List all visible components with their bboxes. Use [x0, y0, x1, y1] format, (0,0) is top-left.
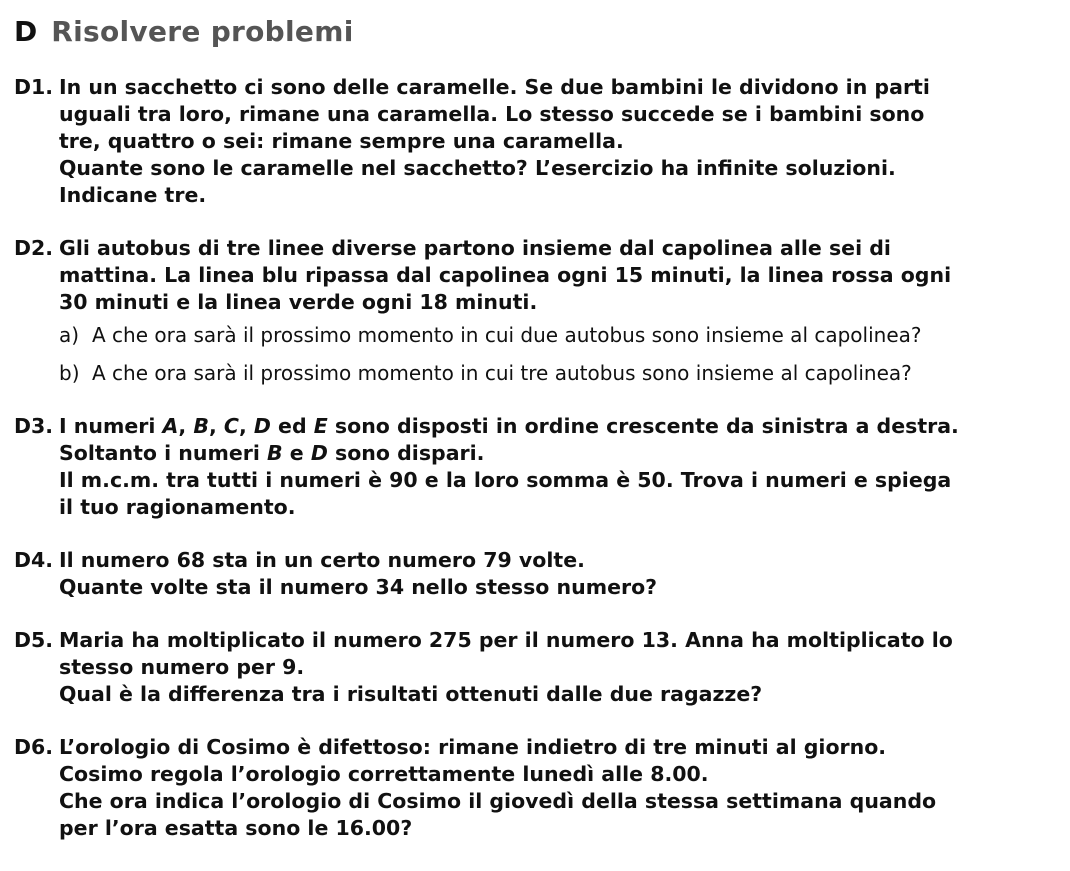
- section-letter: D: [14, 15, 38, 48]
- problem-line: uguali tra loro, rimane una caramella. Lo stesso succede se i bambini sono: [59, 102, 925, 126]
- problem-line: 30 minuti e la linea verde ogni 18 minuti.: [59, 290, 538, 314]
- subquestion-label: a): [59, 323, 80, 347]
- problem-line: Gli autobus di tre linee diverse partono insieme dal capolinea alle sei di: [59, 236, 891, 260]
- problem-text: [59, 74, 1060, 209]
- text-run: sono disposti in ordine crescente da sinistra a destra.: [327, 414, 959, 438]
- problem-number: D6.: [14, 735, 54, 759]
- problem-line: Il m.c.m. tra tutti i numeri è 90 e la loro somma è 50. Trova i numeri e spiega: [59, 468, 952, 492]
- problem-number: D3.: [14, 414, 54, 438]
- text-run: ed: [270, 414, 314, 438]
- subquestion-list: [59, 322, 1060, 387]
- problem-line: Indicane tre.: [59, 183, 207, 207]
- problem-question: Quante sono le caramelle nel sacchetto? L’esercizio ha infinite soluzioni.: [59, 156, 896, 180]
- problem-line: il tuo ragionamento.: [59, 495, 296, 519]
- problem-d4: [14, 547, 1060, 601]
- problem-question: Qual è la differenza tra i risultati ottenuti dalle due ragazze?: [59, 682, 763, 706]
- subquestion-a: [59, 322, 1060, 349]
- problem-text: [59, 627, 1060, 708]
- variable-d: D: [310, 441, 328, 465]
- text-run: ,: [208, 414, 224, 438]
- variable-b: B: [267, 441, 283, 465]
- problem-number: D2.: [14, 236, 54, 260]
- variable-a: A: [162, 414, 179, 438]
- problem-text: [59, 235, 1060, 387]
- problem-text: [59, 734, 1060, 842]
- section-header: [14, 14, 354, 50]
- problem-line: Maria ha moltiplicato il numero 275 per il numero 13. Anna ha moltiplicato lo: [59, 628, 953, 652]
- variable-b: B: [193, 414, 209, 438]
- problem-d1: [14, 74, 1060, 209]
- variable-e: E: [313, 414, 328, 438]
- text-run: I numeri: [59, 414, 163, 438]
- problem-d2: [14, 235, 1060, 387]
- problem-line: Il numero 68 sta in un certo numero 79 volte.: [59, 548, 585, 572]
- problem-question: Che ora indica l’orologio di Cosimo il giovedì della stessa settimana quando: [59, 789, 937, 813]
- variable-d: D: [253, 414, 271, 438]
- text-run: Soltanto i numeri: [59, 441, 268, 465]
- section-title: Risolvere problemi: [51, 15, 354, 48]
- subquestion-text: A che ora sarà il prossimo momento in cui tre autobus sono insieme al capolinea?: [92, 361, 912, 385]
- problem-line: In un sacchetto ci sono delle caramelle. Se due bambini le dividono in parti: [59, 75, 930, 99]
- problem-text: [59, 413, 1060, 521]
- problem-list: [14, 74, 1060, 868]
- problem-text: [59, 547, 1060, 601]
- problem-number: D4.: [14, 548, 54, 572]
- problem-number: D5.: [14, 628, 54, 652]
- problem-d3: [14, 413, 1060, 521]
- problem-d5: [14, 627, 1060, 708]
- problem-line: per l’ora esatta sono le 16.00?: [59, 816, 413, 840]
- subquestion-label: b): [59, 361, 80, 385]
- problem-line: Cosimo regola l’orologio correttamente lunedì alle 8.00.: [59, 762, 709, 786]
- problem-line: [59, 440, 1060, 467]
- problem-line: tre, quattro o sei: rimane sempre una caramella.: [59, 129, 624, 153]
- problem-line: stesso numero per 9.: [59, 655, 305, 679]
- problem-line: L’orologio di Cosimo è difettoso: rimane indietro di tre minuti al giorno.: [59, 735, 887, 759]
- problem-question: Quante volte sta il numero 34 nello stesso numero?: [59, 575, 658, 599]
- variable-c: C: [223, 414, 239, 438]
- problem-line: mattina. La linea blu ripassa dal capolinea ogni 15 minuti, la linea rossa ogni: [59, 263, 952, 287]
- text-run: sono dispari.: [327, 441, 485, 465]
- problem-line: [59, 413, 1060, 440]
- text-run: ,: [238, 414, 254, 438]
- problem-d6: [14, 734, 1060, 842]
- text-run: e: [282, 441, 311, 465]
- text-run: ,: [178, 414, 194, 438]
- problem-number: D1.: [14, 75, 54, 99]
- subquestion-text: A che ora sarà il prossimo momento in cui due autobus sono insieme al capolinea?: [92, 323, 922, 347]
- subquestion-b: [59, 360, 1060, 387]
